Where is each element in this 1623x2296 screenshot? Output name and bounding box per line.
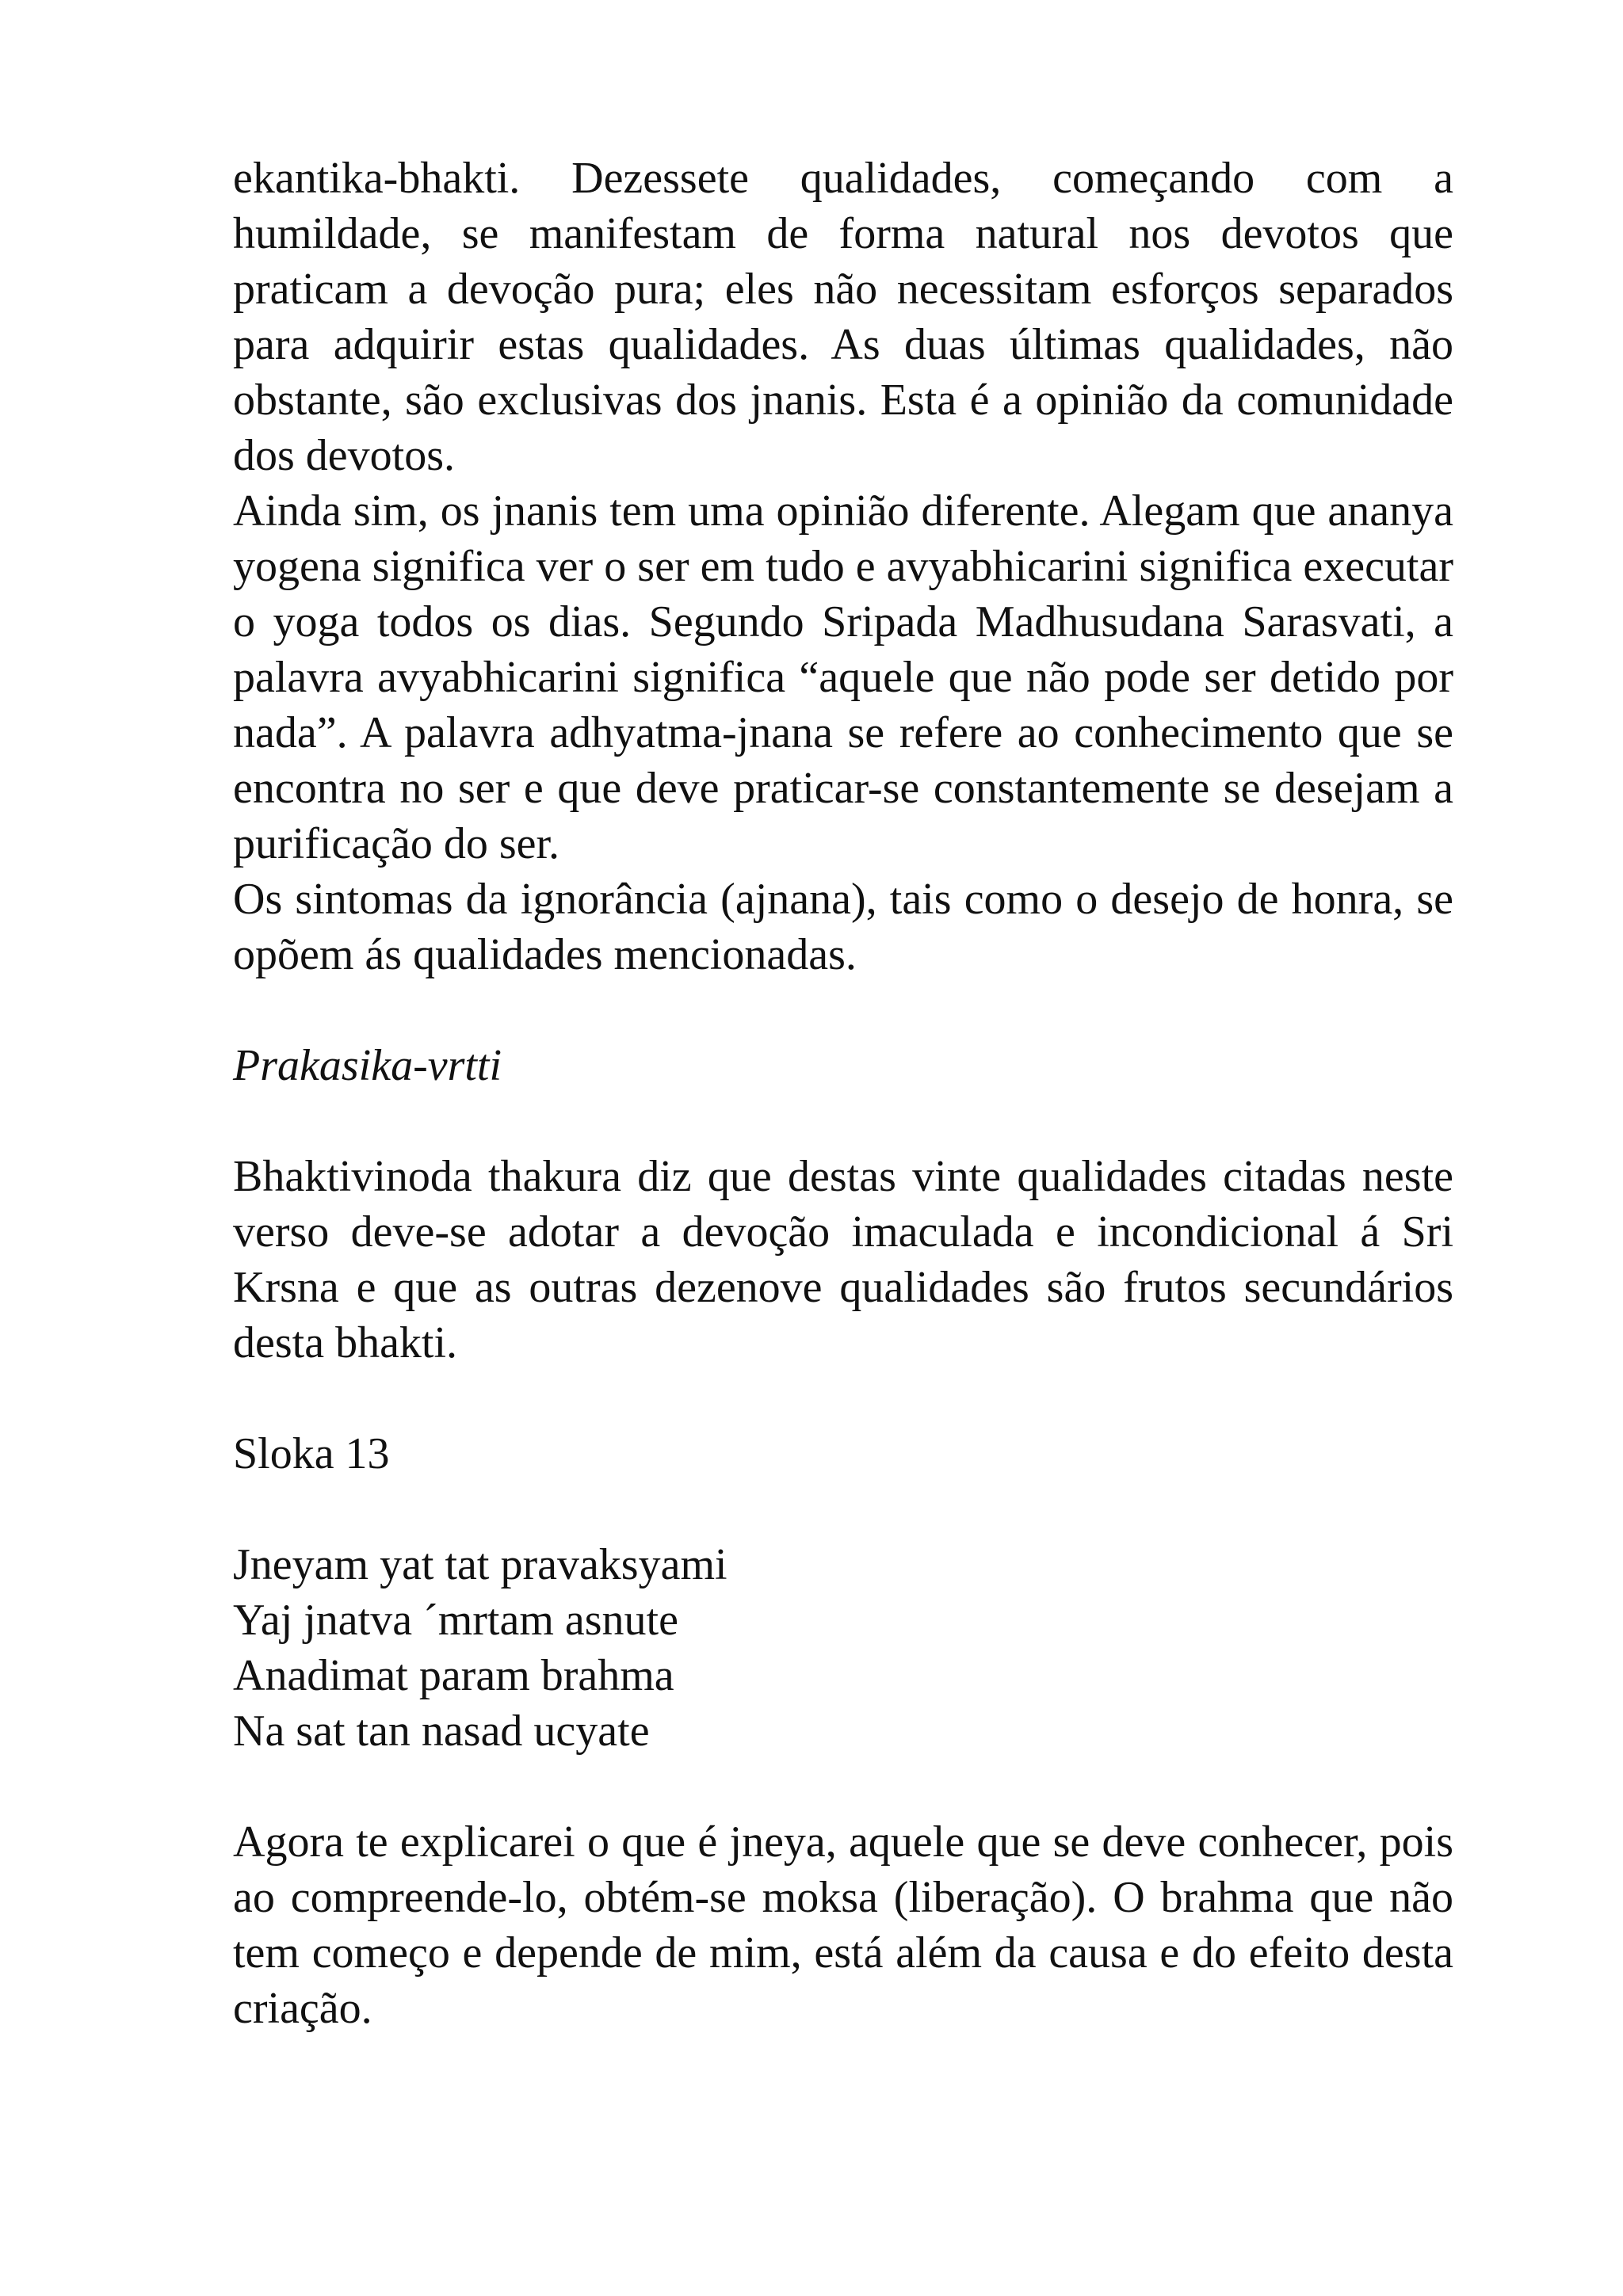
document-page	[233, 151, 1453, 2036]
spacer	[233, 1759, 1453, 1814]
spacer	[233, 1371, 1453, 1426]
spacer	[233, 1482, 1453, 1537]
verse-line: Anadimat param brahma	[233, 1651, 674, 1700]
paragraph-ignorance-symptoms: Os sintomas da ignorância (ajnana), tais como o desejo de honra, se opõem ás qualidades mencionadas.	[233, 875, 1453, 979]
paragraph-bhaktivinoda: Bhaktivinoda thakura diz que destas vinte qualidades citadas neste verso deve-se adotar a devoção imaculada e incondicional á Sri Krsna e que as outras dezenove qualidades são frutos secundários desta bhakti.	[233, 1152, 1453, 1367]
verse-line: Na sat tan nasad ucyate	[233, 1707, 650, 1756]
section-heading-prakasika-vrtti: Prakasika-vrtti	[233, 1041, 502, 1090]
sloka-verse	[233, 1537, 1453, 1759]
paragraph-jnanis-opinion: Ainda sim, os jnanis tem uma opinião diferente. Alegam que ananya yogena significa ver o ser em tudo e avyabhicarini significa executar o yoga todos os dias. Segundo Sripada Madhusudana Sarasvati, a palavra avyabhicarini significa “aquele que não pode ser detido por nada”. A palavra adhyatma-jnana se refere ao conhecimento que se encontra no ser e que deve praticar-se constantemente se desejam a purificação do ser.	[233, 486, 1453, 868]
paragraph-ekantika-bhakti: ekantika-bhakti. Dezessete qualidades, começando com a humildade, se manifestam de forma natural nos devotos que praticam a devoção pura; eles não necessitam esforços separados para adquirir estas qualidades. As duas últimas qualidades, não obstante, são exclusivas dos jnanis. Esta é a opinião da comunidade dos devotos.	[233, 154, 1453, 480]
spacer	[233, 982, 1453, 1038]
verse-line: Yaj jnatva ´mrtam asnute	[233, 1596, 678, 1645]
paragraph-translation: Agora te explicarei o que é jneya, aquele que se deve conhecer, pois ao compreende-lo, obtém-se moksa (liberação). O brahma que não tem começo e depende de mim, está além da causa e do efeito desta criação.	[233, 1817, 1453, 2033]
verse-line: Jneyam yat tat pravaksyami	[233, 1540, 727, 1589]
section-heading-sloka: Sloka 13	[233, 1429, 390, 1478]
spacer	[233, 1093, 1453, 1149]
